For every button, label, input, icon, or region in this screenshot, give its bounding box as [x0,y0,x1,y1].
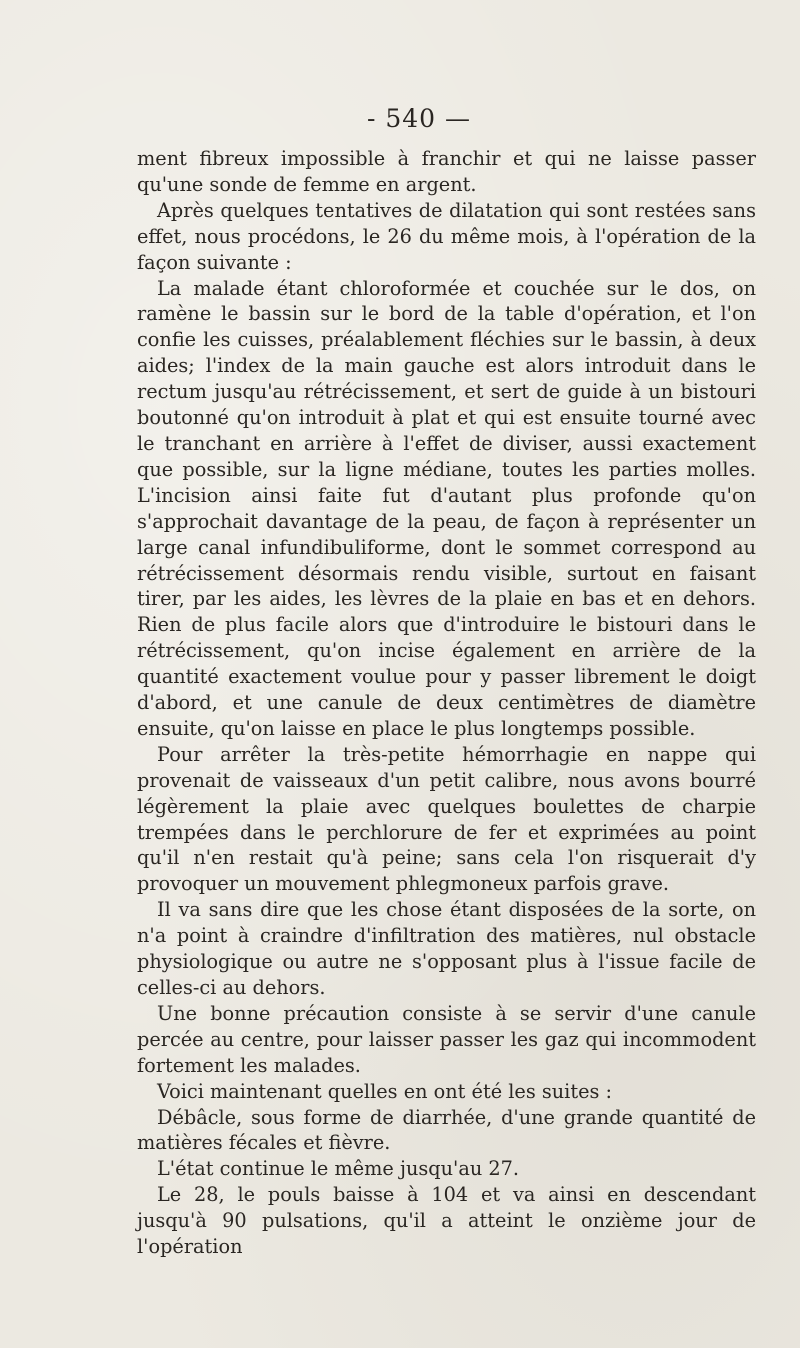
paragraph: ment fibreux impossible à franchir et qui ne laisse passer qu'une sonde de femme en argent. [137,147,756,196]
paragraph: La malade étant chloroformée et couchée sur le dos, on ramène le bassin sur le bord de la table d'opération, et l'on confie les cuisses, préalablement fléchies sur le bassin, à deux aides; l'index de la main gauche est alors introduit dans le rectum jusqu'au rétrécissement, et sert de guide à un bistouri boutonné qu'on introduit à plat et qui est ensuite tourné avec le tranchant en arrière à l'effet de diviser, aussi exactement que possible, sur la ligne médiane, toutes les parties molles. L'incision ainsi faite fut d'autant plus profonde qu'on s'approchait davantage de la peau, de façon à représenter un large canal infundibuliforme, dont le sommet correspond au rétrécissement désormais rendu visible, surtout en faisant tirer, par les aides, les lèvres de la plaie en bas et en dehors. Rien de plus facile alors que d'introduire le bistouri dans le rétrécissement, qu'on incise également en arrière de la quantité exactement voulue pour y passer librement le doigt d'abord, et une canule de deux centimètres de diamètre ensuite, qu'on laisse en place le plus longtemps possible. [137,276,756,740]
paragraph: Une bonne précaution consiste à se servir d'une canule percée au centre, pour laisser passer les gaz qui incommodent fortement les malades. [137,1001,756,1077]
paragraph: Pour arrêter la très-petite hémorrhagie en nappe qui provenait de vaisseaux d'un petit calibre, nous avons bourré légèrement la plaie avec quelques boulettes de charpie trempées dans le perchlorure de fer et exprimées au point qu'il n'en restait qu'à peine; sans cela l'on risquerait d'y provoquer un mouvement phlegmoneux parfois grave. [137,742,756,896]
paragraph: L'état continue le même jusqu'au 27. [157,1157,520,1181]
body-text [137,146,756,1260]
paragraph: Il va sans dire que les chose étant disposées de la sorte, on n'a point à craindre d'infiltration des matières, nul obstacle physiologique ou autre ne s'opposant plus à l'issue facile de celles-ci au dehors. [137,898,756,999]
paragraph: Le 28, le pouls baisse à 104 et va ainsi en descendant jusqu'à 90 pulsations, qu'il a atteint le onzième jour de l'opération [137,1183,756,1259]
paragraph: Voici maintenant quelles en ont été les suites : [157,1079,613,1103]
paragraph: Débâcle, sous forme de diarrhée, d'une grande quantité de matières fécales et fièvre. [137,1105,756,1155]
paragraph: Après quelques tentatives de dilatation qui sont restées sans effet, nous procédons, le 26 du même mois, à l'opération de la façon suivante : [137,198,756,274]
page-number: - 540 — [366,104,472,133]
